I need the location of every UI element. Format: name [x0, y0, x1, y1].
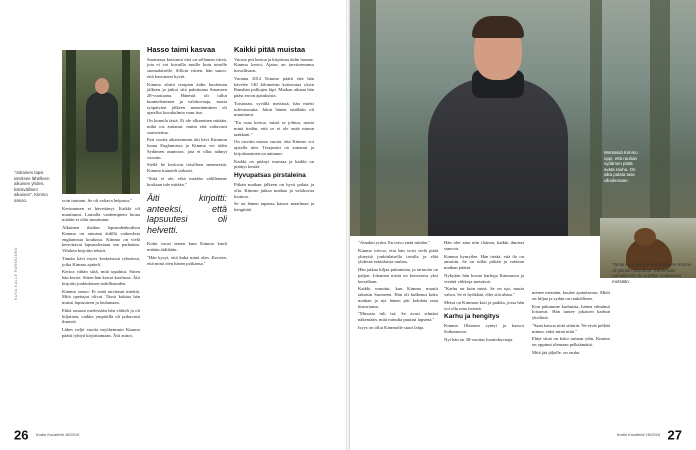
paragraph: Mitä jää jäljelle, on rauha.: [532, 349, 581, 355]
paragraph: "Karhu on kuin minä. Se on ujo, mutta vahva. Se ei hyökkää, ellei sitä uhata.": [444, 286, 524, 297]
paragraph: Hän olet aina niin iloinen, kaikki ihmiset sanovat.: [444, 240, 524, 251]
paragraph: "Saan katsoa niitä silmiin. Ne eivät pelkää minua, enkä minä niitä.": [532, 322, 610, 334]
section-heading: Hyvupatsas pirstaleina: [234, 172, 306, 179]
paragraph: voin tarinani. Se oli valtava helpotus.": [62, 198, 133, 203]
paragraph: menee metsään, kuulee ajatuksensa. Mieli on hiljaa ja sydän on rauhallinen.: [532, 290, 610, 301]
left-page: [0, 0, 346, 450]
paragraph: Se on hänen tapansa katsoa maailmaa ja hengittää.: [234, 201, 314, 212]
paragraph: Kertominen ei hävettänyt. Kaikki oli muuttunut. Lomalla vanhempieni luona mitään ei ollut muuttunut.: [62, 205, 140, 223]
paragraph: Kimmo hymyilee. Hän tietää, että ilo on ansaittu. Se on tullut pitkän ja vaikean matkan päästä.: [444, 253, 524, 270]
paragraph: Siellä he kertovat toisilleen menneestä. Kimmo kuunteli tarkasti.: [147, 162, 227, 173]
magazine-issue: Kodin Kuvalehti 18/2016: [616, 432, 661, 438]
paragraph: Kun puhumme karhuista, hänen silmänsä loistavat. Hän tuntee jokaisen karhun yksilönä.: [532, 303, 610, 320]
paragraph: Kului vuosi ennen kuin Kimmo kuuli mitään äidiltään.: [147, 241, 227, 252]
paragraph: Kaikki muuttui, kun Kimmo muutti takaisin Suomeen. Hän oli kulkenut koko matkan ja nyt hänen piti kohdata oma historiansa.: [358, 286, 438, 309]
paragraph: "Siitä ei ole, eikä meidän välillemme koskaan tule mitään.": [147, 175, 227, 187]
paragraph: Alkuinen ihailun lapsuudenkodissa Kimmo on ainoana äidillä vaikeuksia englannista koulussa. Kimmo on vielä kerrottavat lapsuudestaan sen parhaiten. Vihdoin kirjoitin tekstit.: [62, 225, 140, 253]
paragraph: Metsä on Kimmon koti ja paikka, jossa hän voi olla oma itsensä.: [444, 299, 524, 311]
portrait-photo: [350, 0, 696, 236]
section-heading: Kaikki pitää muistaa: [234, 45, 306, 54]
tree-trunk: [650, 0, 670, 236]
magazine-issue: Kodin Kuvalehti 18/2016: [35, 432, 80, 438]
paragraph: Hän jatkaa hiljaa puhumista, ja tarinoita on paljon. Jokainen niistä on kerrottava yksi kerrallaan.: [358, 267, 438, 284]
tree-trunk: [66, 50, 76, 194]
text-column-2: [147, 46, 227, 434]
photo-caption: Metsässä Kimmo oppi, että rauhan sydämen pitää avata rauha. On aika palata taas ulkoilemaan.: [604, 150, 638, 183]
text-column-2: [444, 240, 524, 436]
photo-caption: Tämän unnakarhun kohtaaminen Kimmo oli pitkään odottanut. Karhu kulki rauhallisesti ohi ja jatkoi matkaansa metsään.: [612, 262, 692, 284]
person-figure: [86, 92, 118, 152]
page-number: 27: [667, 427, 682, 443]
paragraph: Suomessa kasvanut väri on sellainen väreä, jota ei voi kuvailla muille kuin toiselle suomalaiselle. Silloin värien, hän sanoo, että kasvaneet hyvät.: [147, 56, 227, 79]
paragraph: "Hän kysyi, että kuka minä olen. Kerroin, että minä olen hänen poikansa.": [147, 254, 227, 266]
pull-quote: Äiti kirjoitti: anteeksi, että lapsuutesi oli helvetti.: [147, 193, 227, 235]
paragraph: "Minusta tuli isä. Se avasi silmäni näkemään, mitä minulta puuttui lapsena.": [358, 311, 438, 322]
tree-trunk: [360, 0, 376, 236]
paragraph: On kumula tästä. Ei ole olkaminen mitään, mikä ois auttanut, mutta että valtavasti saavutettua.: [147, 118, 227, 135]
text-column-1: [62, 198, 140, 434]
paragraph: Isyys on ollut Kimmolle suuri lahja.: [358, 324, 425, 330]
text-column-3: [532, 290, 610, 436]
paragraph: Lähes neljä vuotta myöhemmin Kimmo päätti ryhtyä kirjoittamaan. Äiti auttoi.: [62, 327, 140, 338]
person-hair: [472, 16, 524, 38]
text-column-3: [234, 46, 314, 434]
paragraph: Kertoa vähän siitä, mitä tapahtui. Sitten hän kertoi. Sitten hän kertoi koulussa. Äiti kirjoitti jonkinlaisen todellisuuden.: [62, 269, 140, 286]
tree-trunk: [590, 0, 602, 236]
paragraph: "En osaa kertoa, mistä se johtuu, mutta minä tiedän, että se ei ole enää minun taakkani.": [234, 120, 314, 137]
photo-caption: "Jokainen lapsi tarvitsee lähelleen aikuisen yhden, kärsivällisen aikuisen", Kimmo sanoo.: [14, 170, 50, 203]
page-number: 26: [14, 427, 29, 443]
forest-photo: [62, 50, 140, 194]
page-footer: [614, 426, 682, 444]
paragraph: Vuosia piti kertoa ja kirjoittaa äidin luonne. Kimmo kertoi, Ajatus on tarvitsemansa turvallisuus.: [234, 56, 314, 73]
paragraph: Toisinaan, syvällä metsissä, hän mietti tulevaisuutta. Jokin hänen sisällään oli muuttunut.: [234, 100, 314, 118]
paragraph: Kimmo sanoo: Ei enää tarvinnut miettiä. Mitä opettajat olivat. Tässä kohtaa hän muisti lapsuuteen ja laulamaan.: [62, 288, 140, 305]
page-footer: [14, 426, 82, 444]
right-page: [350, 0, 696, 450]
tree-trunk: [122, 50, 130, 194]
person-jacket: [428, 78, 568, 236]
text-column-1: [358, 240, 438, 436]
paragraph: Ehkä omasta mielestään hän vältteli ja oli hiljainen, vaikka ympärillä oli jatkuvasti ihmisiä.: [62, 307, 140, 325]
paragraph: Ehkä siinä on koko tarinan ydin. Kimmo on oppinut olemaan pelkäämättä.: [532, 336, 610, 347]
paragraph: Kimmo aloitti terapian äidin kuoleman jälkeen ja jatkoi sitä paluttuaan Suomeen 28-vuotiaana. Hänestä oli tullut kuunteleminen ja valokuvaaja, mutta työpäivien jälkeen menettäminen oli ajatellut kuvakulmia vaan itse.: [147, 81, 227, 116]
paragraph: On tarvittu monta vuotta, että Kimmo voi ajatella niin. Terapeutti on auttanut ja kirjoittaminen on auttanut.: [234, 139, 314, 156]
paragraph: Kimmo Ohtonen syntyi ja kasvoi Sotkamossa.: [444, 323, 524, 334]
section-heading: Karhu ja hengitys: [444, 313, 500, 321]
person-head: [95, 78, 109, 94]
bear-head: [634, 228, 656, 246]
paragraph: Tämän kävi myös keskeisissä ryhmissä, jotka Kimmo ajatteli.: [62, 255, 140, 267]
paragraph: Nykyään hän kuvaa karhuja Kainuussa ja viettää viikkoja metsässä.: [444, 272, 524, 284]
paragraph: Kimmo toivoo, että hän voisi vielä pitää yhteyttä jonkinlaisella tavalla ja elää yhdessä eräänlaista rauhaa.: [358, 247, 438, 265]
section-heading: Hasso taimi kasvaa: [147, 45, 216, 54]
paragraph: Nyt hän on 38-vuotias luontokuvaaja.: [444, 336, 514, 342]
paragraph: "Ainakin yritin. En toivo enää mitään.": [358, 240, 431, 245]
paragraph: Pari vuotta aikaisemmin äiti kävi Kimmon luona Englannissa ja Kimmo vei äidin Sydämen asuntoon, jota ei ollut nähnyt vuosiin.: [147, 137, 227, 160]
paragraph: Vuonna 2012 Kimmo päätti että hän kävelee 140 kilometrin kotiseutua yksin Ranskan polkujen läpi. Matkan aikana hän pääsi eroon ajatuksista.: [234, 75, 314, 98]
paragraph: Kaikki on pitänyt muistaa ja kaikki on pitänyt kestää.: [234, 158, 314, 170]
paragraph: Pitkän matkan jälkeen on hyvä palata ja olla. Kimmo jatkaa matkaa ja valokuvaa luontoa.: [234, 182, 314, 199]
photo-credit: KUVA KALLE PARKKINEN: [14, 246, 18, 300]
